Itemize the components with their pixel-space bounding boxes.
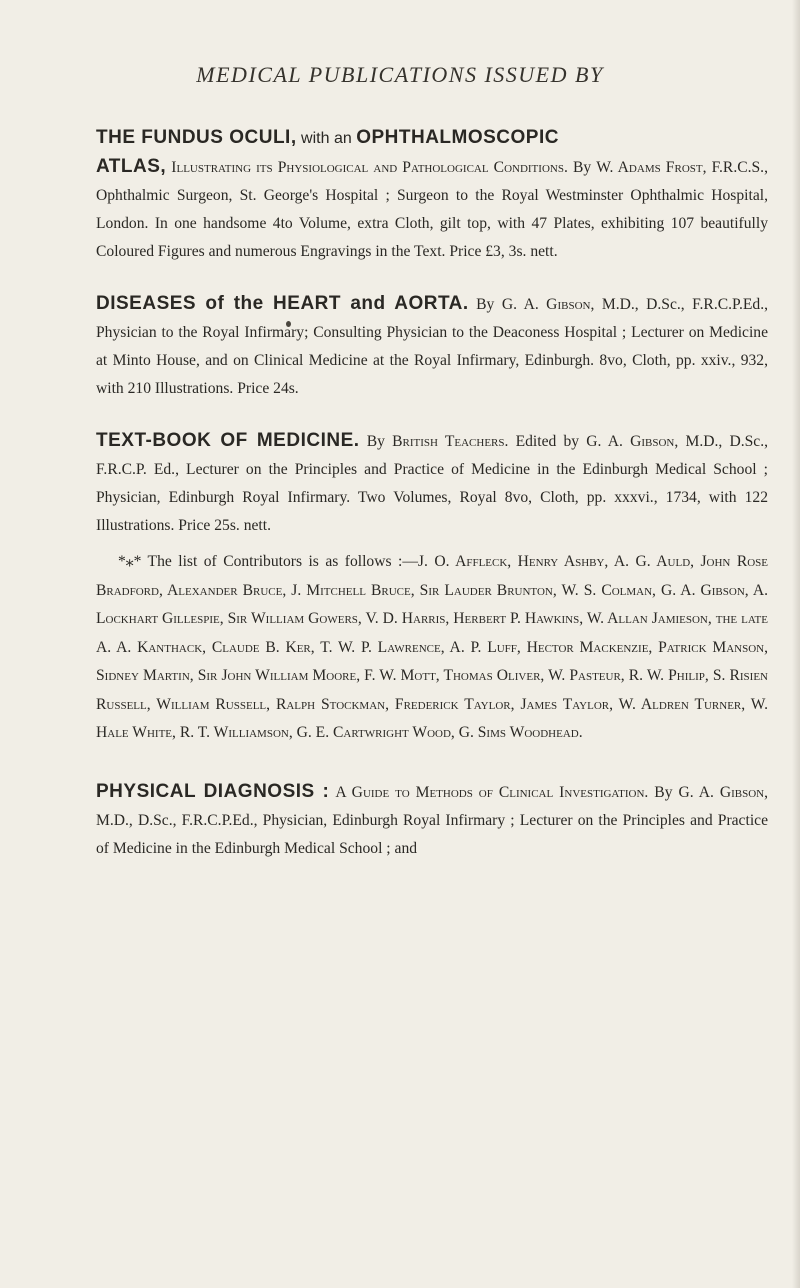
entry-title: THE FUNDUS OCULI, with an OPHTHALMOSCOPIC xyxy=(96,127,559,148)
contributors-list xyxy=(96,548,768,748)
entry-physical-diagnosis: PHYSICAL DIAGNOSIS : A Guide to Methods of Clinical Investigation. By G. A. Gibson, M.D., D.Sc., F.R.C.P.Ed., Physician, Edinburgh Royal Infirmary ; Lecturer on the Principles and Practice of Medicine in the Edinburgh Medical School ; and xyxy=(96,780,769,857)
entry-editor: G. A. Gibson, xyxy=(586,433,679,450)
entry-title: PHYSICAL DIAGNOSIS : xyxy=(96,780,330,802)
entry-title: TEXT-BOOK OF MEDICINE. xyxy=(96,430,360,451)
entry-title: DISEASES of the HEART and AORTA. xyxy=(96,293,469,314)
entry-description: M.D., D.Sc., F.R.C.P.Ed., Physician to the Royal Infirmary; Consulting Physician to the Deaconess Hospital ; Lecturer on Medicine at Minto House, and on Clinical Medicine at the Royal Infirmary, Edinburgh. 8vo, Cloth, pp. xxiv., 932, with 210 Illustrations. Price 24s. xyxy=(96,296,768,397)
entry-author: W. Adams Frost, xyxy=(596,159,707,176)
contributors-intro: *⁎* The list of Contributors is as follows :— xyxy=(118,553,418,570)
entry-author: G. A. Gibson, xyxy=(501,296,595,313)
contributors-names: J. O. Affleck, Henry Ashby, A. G. Auld, John Rose Bradford, Alexander Bruce, J. Mitchell Bruce, Sir Lauder Brunton, W. S. Colman, G. A. Gibson, A. Lockhart Gillespie, Sir William Gowers, V. D. Harris, Herbert P. Hawkins, W. Allan Jamieson, the late A. A. Kanthack, Claude B. Ker, T. W. P. Lawrence, A. P. Luff, Hector Mackenzie, Patrick Manson, Sidney Martin, Sir John William Moore, F. W. Mott, Thomas Oliver, W. Pasteur, R. W. Philip, S. Risien Russell, William Russell, Ralph Stockman, Frederick Taylor, James Taylor, W. Aldren Turner, W. Hale White, R. T. Williamson, G. E. Cartwright Wood, G. Sims Woodhead. xyxy=(96,553,769,741)
entry-author: British Teachers. xyxy=(392,433,509,450)
page-body xyxy=(96,124,768,887)
entry-title-cont: ATLAS, xyxy=(96,156,167,177)
entry-description: M.D., D.Sc., F.R.C.P.Ed., Physician, Edinburgh Royal Infirmary ; Lecturer on the Principles and Practice of Medicine in the Edinburgh Medical School ; and xyxy=(96,811,768,857)
entry-fundus-oculi: THE FUNDUS OCULI, with an OPHTHALMOSCOPIC ATLAS, Illustrating its Physiological and Pathological Conditions. By W. Adams Frost, F.R.C.S., Ophthalmic Surgeon, St. George's Hospital ; Surgeon to the Royal Westminster Ophthalmic Hospital, London. In one handsome 4to Volume, extra Cloth, gilt top, with 47 Plates, exhibiting 107 beautifully Coloured Figures and numerous Engravings in the Text. Price £3, 3s. nett. xyxy=(96,127,768,260)
entry-subtitle: Illustrating its Physiological and Pathological Conditions. xyxy=(171,159,568,176)
running-header: MEDICAL PUBLICATIONS ISSUED BY xyxy=(196,62,604,87)
entry-diseases-heart: DISEASES of the HEART and AORTA. By G. A. Gibson, M.D., D.Sc., F.R.C.P.Ed., Physician to the Royal Infirmary; Consulting Physician to the Deaconess Hospital ; Lecturer on Medicine at Minto House, and on Clinical Medicine at the Royal Infirmary, Edinburgh. 8vo, Cloth, pp. xxiv., 932, with 210 Illustrations. Price 24s. xyxy=(96,293,768,397)
entry-text-book-medicine: TEXT-BOOK OF MEDICINE. By British Teachers. Edited by G. A. Gibson, M.D., D.Sc., F.R.C.P. Ed., Lecturer on the Principles and Practice of Medicine in the Edinburgh Medical School ; Physician, Edinburgh Royal Infirmary. Two Volumes, Royal 8vo, Cloth, pp. xxxvi., 1734, with 122 Illustrations. Price 25s. nett. xyxy=(96,430,769,534)
entry-description: M.D., D.Sc., F.R.C.P. Ed., Lecturer on the Principles and Practice of Medicine in the Edinburgh Medical School ; Physician, Edinburgh Royal Infirmary. Two Volumes, Royal 8vo, Cloth, pp. xxxvi., 1734, with 122 Illustrations. Price 25s. nett. xyxy=(96,433,769,534)
entry-subtitle: A Guide to Methods of Clinical Investigation. xyxy=(335,783,649,801)
entry-description: F.R.C.S., Ophthalmic Surgeon, St. George's Hospital ; Surgeon to the Royal Westminster Ophthalmic Hospital, London. In one handsome 4to Volume, extra Cloth, gilt top, with 47 Plates, exhibiting 107 beautifully Coloured Figures and numerous Engravings in the Text. Price £3, 3s. nett. xyxy=(96,159,768,260)
page-edge-shadow xyxy=(792,0,800,1288)
entry-author: G. A. Gibson, xyxy=(678,783,769,801)
